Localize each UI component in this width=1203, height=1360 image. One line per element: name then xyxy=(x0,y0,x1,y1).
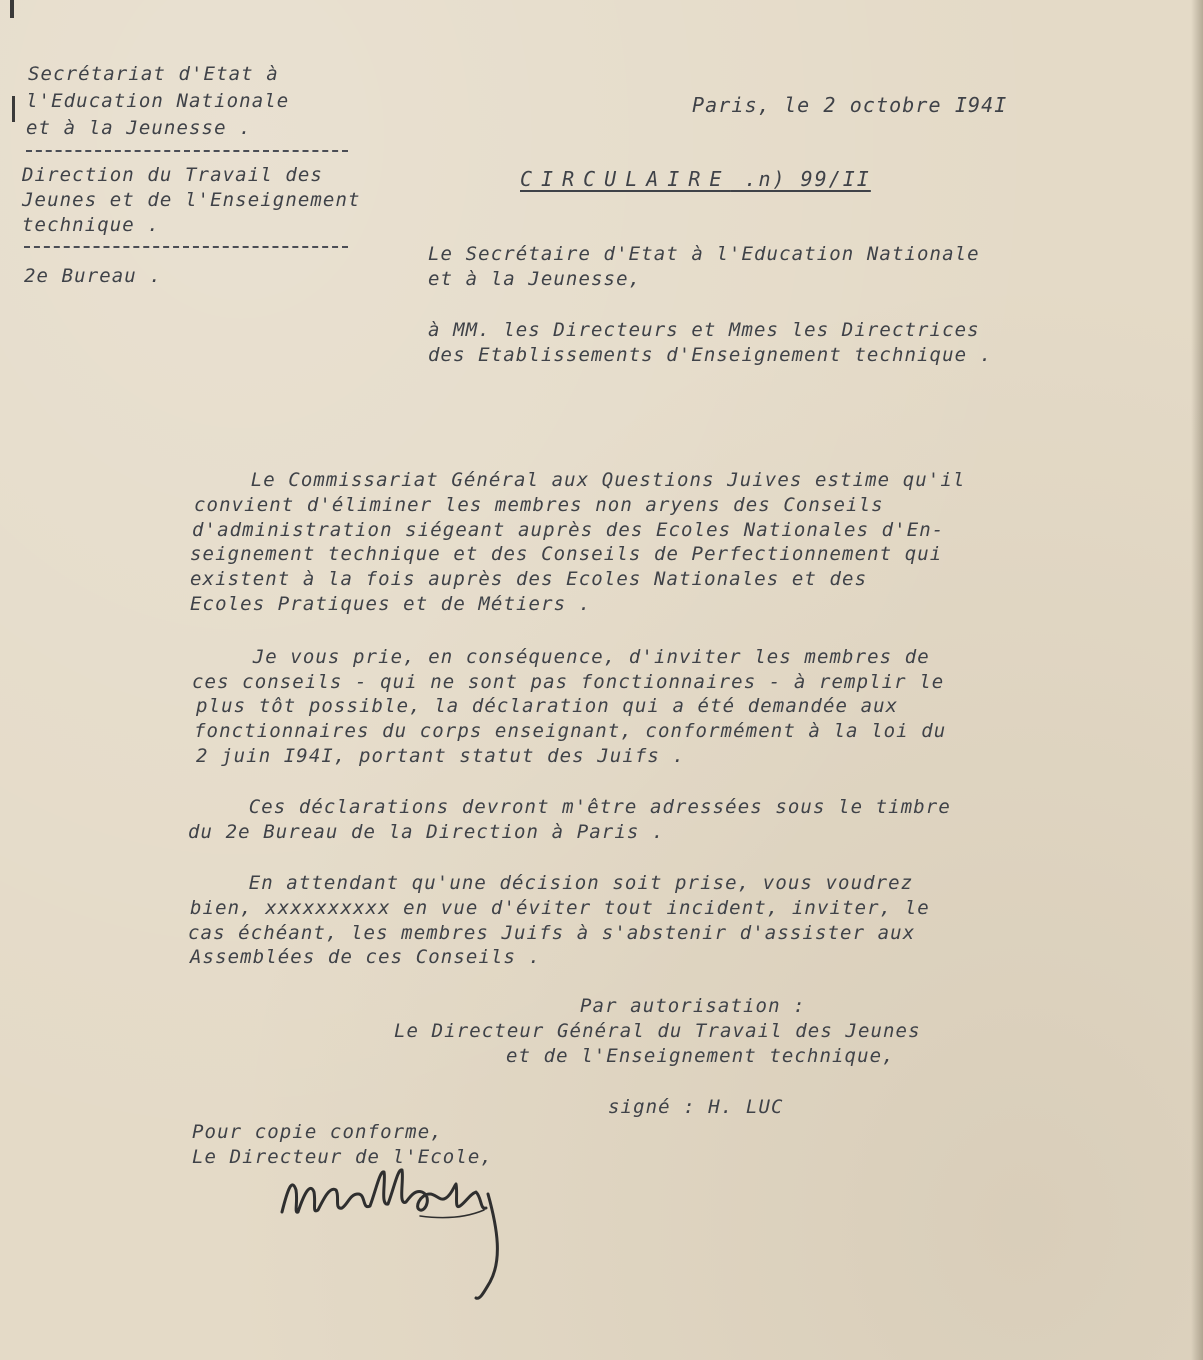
certification-line-1: Pour copie conforme, xyxy=(192,1121,443,1143)
pen-mark xyxy=(10,0,14,18)
authorization-line: Par autorisation : xyxy=(580,995,806,1017)
pen-mark xyxy=(12,96,15,122)
body-p1-line-6: Ecoles Pratiques et de Métiers . xyxy=(190,593,592,615)
body-p4-line-4: Assemblées de ces Conseils . xyxy=(190,946,542,968)
circular-title xyxy=(520,167,871,191)
body-p4-line-1: En attendant qu'une décision soit prise, vous voudrez xyxy=(186,872,914,894)
body-p2-line-4: fonctionnaires du corps enseignant, conformément à la loi du xyxy=(194,720,947,742)
signatory-line-2: et de l'Enseignement technique, xyxy=(506,1045,895,1067)
org-line-3: et à la Jeunesse . xyxy=(26,117,252,139)
direction-line-2: Jeunes et de l'Enseignement xyxy=(22,189,361,211)
body-p2-line-3: plus tôt possible, la déclaration qui a été demandée aux xyxy=(196,695,899,717)
bureau-label: 2e Bureau . xyxy=(24,265,162,287)
to-line-2: des Etablissements d'Enseignement technique . xyxy=(428,344,993,366)
signed-line: signé : H. LUC xyxy=(608,1096,784,1118)
page-edge-shadow xyxy=(1191,0,1203,1360)
separator-rule xyxy=(26,150,348,152)
from-line-2: et à la Jeunesse, xyxy=(428,268,642,290)
body-p1-line-2: convient d'éliminer les membres non aryens des Conseils xyxy=(194,494,884,516)
org-line-1: Secrétariat d'Etat à xyxy=(28,63,279,85)
body-p1-line-5: existent à la fois auprès des Ecoles Nationales et des xyxy=(190,568,868,590)
body-p2-line-1: Je vous prie, en conséquence, d'inviter les membres de xyxy=(190,646,930,668)
body-p3-line-1: Ces déclarations devront m'être adressées sous le timbre xyxy=(186,796,951,818)
org-line-2: l'Education Nationale xyxy=(26,90,290,112)
body-p1-line-1: Le Commissariat Général aux Questions Juives estime qu'il xyxy=(188,469,966,491)
body-p3-line-2: du 2e Bureau de la Direction à Paris . xyxy=(188,821,665,843)
separator-rule xyxy=(24,246,348,248)
place-date: Paris, le 2 octobre I94I xyxy=(692,93,1008,117)
circular-number: .n) 99/II xyxy=(730,167,871,191)
body-p1-line-4: seignement technique et des Conseils de Perfectionnement qui xyxy=(190,543,943,565)
to-line-1: à MM. les Directeurs et Mmes les Directrices xyxy=(428,319,980,341)
direction-line-1: Direction du Travail des xyxy=(22,164,323,186)
signatory-line-1: Le Directeur Général du Travail des Jeunes xyxy=(394,1020,921,1042)
from-line-1: Le Secrétaire d'Etat à l'Education Nationale xyxy=(428,243,980,265)
body-p1-line-3: d'administration siégeant auprès des Ecoles Nationales d'En- xyxy=(192,519,945,541)
body-p2-line-5: 2 juin I94I, portant statut des Juifs . xyxy=(196,745,686,767)
circular-word: CIRCULAIRE xyxy=(520,167,731,191)
body-p2-line-2: ces conseils - qui ne sont pas fonctionnaires - à remplir le xyxy=(192,671,945,693)
body-p4-line-2: bien, xxxxxxxxxx en vue d'éviter tout incident, inviter, le xyxy=(190,897,930,919)
certification-line-2: Le Directeur de l'Ecole, xyxy=(192,1146,493,1168)
body-p4-line-3: cas échéant, les membres Juifs à s'abstenir d'assister aux xyxy=(188,922,916,944)
direction-line-3: technique . xyxy=(22,214,160,236)
handwritten-signature xyxy=(270,1150,530,1310)
